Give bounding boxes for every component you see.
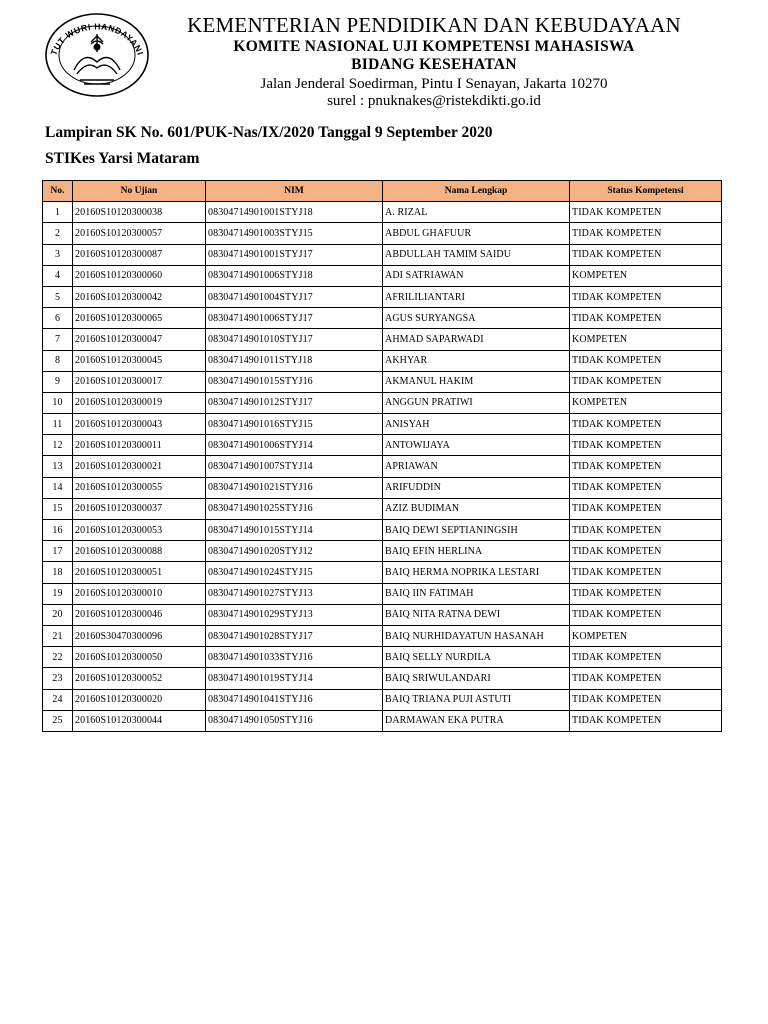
row-number: 15 — [43, 498, 73, 519]
nim: 08304714901033STYJ16 — [206, 647, 383, 668]
full-name: BAIQ NITA RATNA DEWI — [383, 604, 570, 625]
exam-number: 20160S10120300055 — [73, 477, 206, 498]
nim: 08304714901025STYJ16 — [206, 498, 383, 519]
decree-reference: Lampiran SK No. 601/PUK-Nas/IX/2020 Tanggal 9 September 2020 — [45, 124, 493, 141]
exam-number: 20160S10120300057 — [73, 223, 206, 244]
nim: 08304714901006STYJ18 — [206, 265, 383, 286]
status: TIDAK KOMPETEN — [570, 647, 722, 668]
exam-number: 20160S10120300065 — [73, 308, 206, 329]
table-body — [43, 202, 722, 732]
nim: 08304714901001STYJ18 — [206, 202, 383, 223]
exam-number: 20160S10120300088 — [73, 541, 206, 562]
row-number: 9 — [43, 371, 73, 392]
full-name: DARMAWAN EKA PUTRA — [383, 710, 570, 731]
row-number: 14 — [43, 477, 73, 498]
exam-number: 20160S10120300047 — [73, 329, 206, 350]
row-number: 16 — [43, 520, 73, 541]
status: TIDAK KOMPETEN — [570, 710, 722, 731]
full-name: BAIQ EFIN HERLINA — [383, 541, 570, 562]
full-name: AHMAD SAPARWADI — [383, 329, 570, 350]
status: TIDAK KOMPETEN — [570, 562, 722, 583]
nim: 08304714901006STYJ14 — [206, 435, 383, 456]
table-row — [43, 456, 722, 477]
table-row — [43, 498, 722, 519]
full-name: AKMANUL HAKIM — [383, 371, 570, 392]
exam-number: 20160S10120300021 — [73, 456, 206, 477]
full-name: BAIQ HERMA NOPRIKA LESTARI — [383, 562, 570, 583]
status: KOMPETEN — [570, 329, 722, 350]
status: TIDAK KOMPETEN — [570, 456, 722, 477]
status: KOMPETEN — [570, 625, 722, 646]
exam-number: 20160S10120300017 — [73, 371, 206, 392]
nim: 08304714901041STYJ16 — [206, 689, 383, 710]
table-row — [43, 286, 722, 307]
col-header-exam-number: No Ujian — [73, 181, 206, 202]
letterhead — [150, 14, 718, 110]
nim: 08304714901019STYJ14 — [206, 668, 383, 689]
full-name: ANGGUN PRATIWI — [383, 392, 570, 413]
full-name: BAIQ TRIANA PUJI ASTUTI — [383, 689, 570, 710]
col-header-full-name: Nama Lengkap — [383, 181, 570, 202]
table-row — [43, 350, 722, 371]
nim: 08304714901007STYJ14 — [206, 456, 383, 477]
status: TIDAK KOMPETEN — [570, 244, 722, 265]
table-row — [43, 541, 722, 562]
exam-number: 20160S10120300060 — [73, 265, 206, 286]
division-name: BIDANG KESEHATAN — [351, 56, 517, 74]
exam-number: 20160S10120300087 — [73, 244, 206, 265]
nim: 08304714901028STYJ17 — [206, 625, 383, 646]
status: TIDAK KOMPETEN — [570, 350, 722, 371]
row-number: 12 — [43, 435, 73, 456]
exam-number: 20160S10120300011 — [73, 435, 206, 456]
exam-number: 20160S10120300020 — [73, 689, 206, 710]
nim: 08304714901050STYJ16 — [206, 710, 383, 731]
table-row — [43, 223, 722, 244]
nim: 08304714901004STYJ17 — [206, 286, 383, 307]
full-name: BAIQ SRIWULANDARI — [383, 668, 570, 689]
full-name: A. RIZAL — [383, 202, 570, 223]
table-row — [43, 625, 722, 646]
exam-number: 20160S10120300042 — [73, 286, 206, 307]
status: TIDAK KOMPETEN — [570, 520, 722, 541]
status: TIDAK KOMPETEN — [570, 414, 722, 435]
row-number: 19 — [43, 583, 73, 604]
nim: 08304714901015STYJ14 — [206, 520, 383, 541]
full-name: BAIQ DEWI SEPTIANINGSIH — [383, 520, 570, 541]
nim: 08304714901012STYJ17 — [206, 392, 383, 413]
exam-number: 20160S10120300044 — [73, 710, 206, 731]
nim: 08304714901010STYJ17 — [206, 329, 383, 350]
status: TIDAK KOMPETEN — [570, 435, 722, 456]
row-number: 24 — [43, 689, 73, 710]
nim: 08304714901021STYJ16 — [206, 477, 383, 498]
exam-number: 20160S10120300038 — [73, 202, 206, 223]
row-number: 1 — [43, 202, 73, 223]
status: TIDAK KOMPETEN — [570, 202, 722, 223]
full-name: ABDULLAH TAMIM SAIDU — [383, 244, 570, 265]
email: surel : pnuknakes@ristekdikti.go.id — [327, 93, 541, 110]
col-header-nim: NIM — [206, 181, 383, 202]
nim: 08304714901006STYJ17 — [206, 308, 383, 329]
ministry-name: KEMENTERIAN PENDIDIKAN DAN KEBUDAYAAN — [187, 13, 681, 37]
full-name: AGUS SURYANGSA — [383, 308, 570, 329]
ministry-logo — [44, 12, 150, 98]
row-number: 25 — [43, 710, 73, 731]
full-name: ABDUL GHAFUUR — [383, 223, 570, 244]
row-number: 11 — [43, 414, 73, 435]
full-name: AKHYAR — [383, 350, 570, 371]
row-number: 17 — [43, 541, 73, 562]
institution-name: STIKes Yarsi Mataram — [45, 150, 200, 167]
logo-motto: TUT WURI HANDAYANI — [48, 21, 146, 57]
full-name: ANTOWIJAYA — [383, 435, 570, 456]
table-row — [43, 244, 722, 265]
row-number: 10 — [43, 392, 73, 413]
nim: 08304714901011STYJ18 — [206, 350, 383, 371]
table-row — [43, 308, 722, 329]
table-row — [43, 604, 722, 625]
row-number: 20 — [43, 604, 73, 625]
table-row — [43, 689, 722, 710]
nim: 08304714901015STYJ16 — [206, 371, 383, 392]
full-name: BAIQ NURHIDAYATUN HASANAH — [383, 625, 570, 646]
committee-name: KOMITE NASIONAL UJI KOMPETENSI MAHASISWA — [233, 38, 635, 56]
full-name: BAIQ SELLY NURDILA — [383, 647, 570, 668]
nim: 08304714901020STYJ12 — [206, 541, 383, 562]
col-header-no: No. — [43, 181, 73, 202]
table-row — [43, 414, 722, 435]
nim: 08304714901027STYJ13 — [206, 583, 383, 604]
table-row — [43, 477, 722, 498]
row-number: 23 — [43, 668, 73, 689]
row-number: 2 — [43, 223, 73, 244]
table-row — [43, 583, 722, 604]
address: Jalan Jenderal Soedirman, Pintu I Senayan, Jakarta 10270 — [260, 75, 608, 92]
row-number: 21 — [43, 625, 73, 646]
status: KOMPETEN — [570, 265, 722, 286]
status: TIDAK KOMPETEN — [570, 668, 722, 689]
exam-number: 20160S10120300046 — [73, 604, 206, 625]
status: TIDAK KOMPETEN — [570, 583, 722, 604]
status: TIDAK KOMPETEN — [570, 223, 722, 244]
table-row — [43, 202, 722, 223]
table-row — [43, 520, 722, 541]
results-table — [42, 180, 722, 732]
exam-number: 20160S10120300019 — [73, 392, 206, 413]
row-number: 6 — [43, 308, 73, 329]
row-number: 5 — [43, 286, 73, 307]
exam-number: 20160S10120300043 — [73, 414, 206, 435]
full-name: APRIAWAN — [383, 456, 570, 477]
exam-number: 20160S10120300053 — [73, 520, 206, 541]
row-number: 8 — [43, 350, 73, 371]
nim: 08304714901029STYJ13 — [206, 604, 383, 625]
table-row — [43, 668, 722, 689]
status: TIDAK KOMPETEN — [570, 689, 722, 710]
table-row — [43, 329, 722, 350]
nim: 08304714901016STYJ15 — [206, 414, 383, 435]
table-header-row — [43, 181, 722, 202]
nim: 08304714901024STYJ15 — [206, 562, 383, 583]
status: TIDAK KOMPETEN — [570, 498, 722, 519]
status: TIDAK KOMPETEN — [570, 371, 722, 392]
row-number: 3 — [43, 244, 73, 265]
table-row — [43, 435, 722, 456]
exam-number: 20160S10120300037 — [73, 498, 206, 519]
exam-number: 20160S30470300096 — [73, 625, 206, 646]
row-number: 18 — [43, 562, 73, 583]
row-number: 4 — [43, 265, 73, 286]
full-name: BAIQ IIN FATIMAH — [383, 583, 570, 604]
table-row — [43, 371, 722, 392]
status: TIDAK KOMPETEN — [570, 308, 722, 329]
full-name: AZIZ BUDIMAN — [383, 498, 570, 519]
status: TIDAK KOMPETEN — [570, 541, 722, 562]
status: KOMPETEN — [570, 392, 722, 413]
table-row — [43, 265, 722, 286]
exam-number: 20160S10120300010 — [73, 583, 206, 604]
table-row — [43, 392, 722, 413]
full-name: ANISYAH — [383, 414, 570, 435]
exam-number: 20160S10120300050 — [73, 647, 206, 668]
table-row — [43, 562, 722, 583]
status: TIDAK KOMPETEN — [570, 477, 722, 498]
row-number: 13 — [43, 456, 73, 477]
exam-number: 20160S10120300045 — [73, 350, 206, 371]
exam-number: 20160S10120300052 — [73, 668, 206, 689]
status: TIDAK KOMPETEN — [570, 604, 722, 625]
status: TIDAK KOMPETEN — [570, 286, 722, 307]
nim: 08304714901001STYJ17 — [206, 244, 383, 265]
row-number: 7 — [43, 329, 73, 350]
full-name: ARIFUDDIN — [383, 477, 570, 498]
full-name: ADI SATRIAWAN — [383, 265, 570, 286]
col-header-status: Status Kompetensi — [570, 181, 722, 202]
row-number: 22 — [43, 647, 73, 668]
exam-number: 20160S10120300051 — [73, 562, 206, 583]
table-row — [43, 710, 722, 731]
table-row — [43, 647, 722, 668]
nim: 08304714901003STYJ15 — [206, 223, 383, 244]
full-name: AFRILILIANTARI — [383, 286, 570, 307]
